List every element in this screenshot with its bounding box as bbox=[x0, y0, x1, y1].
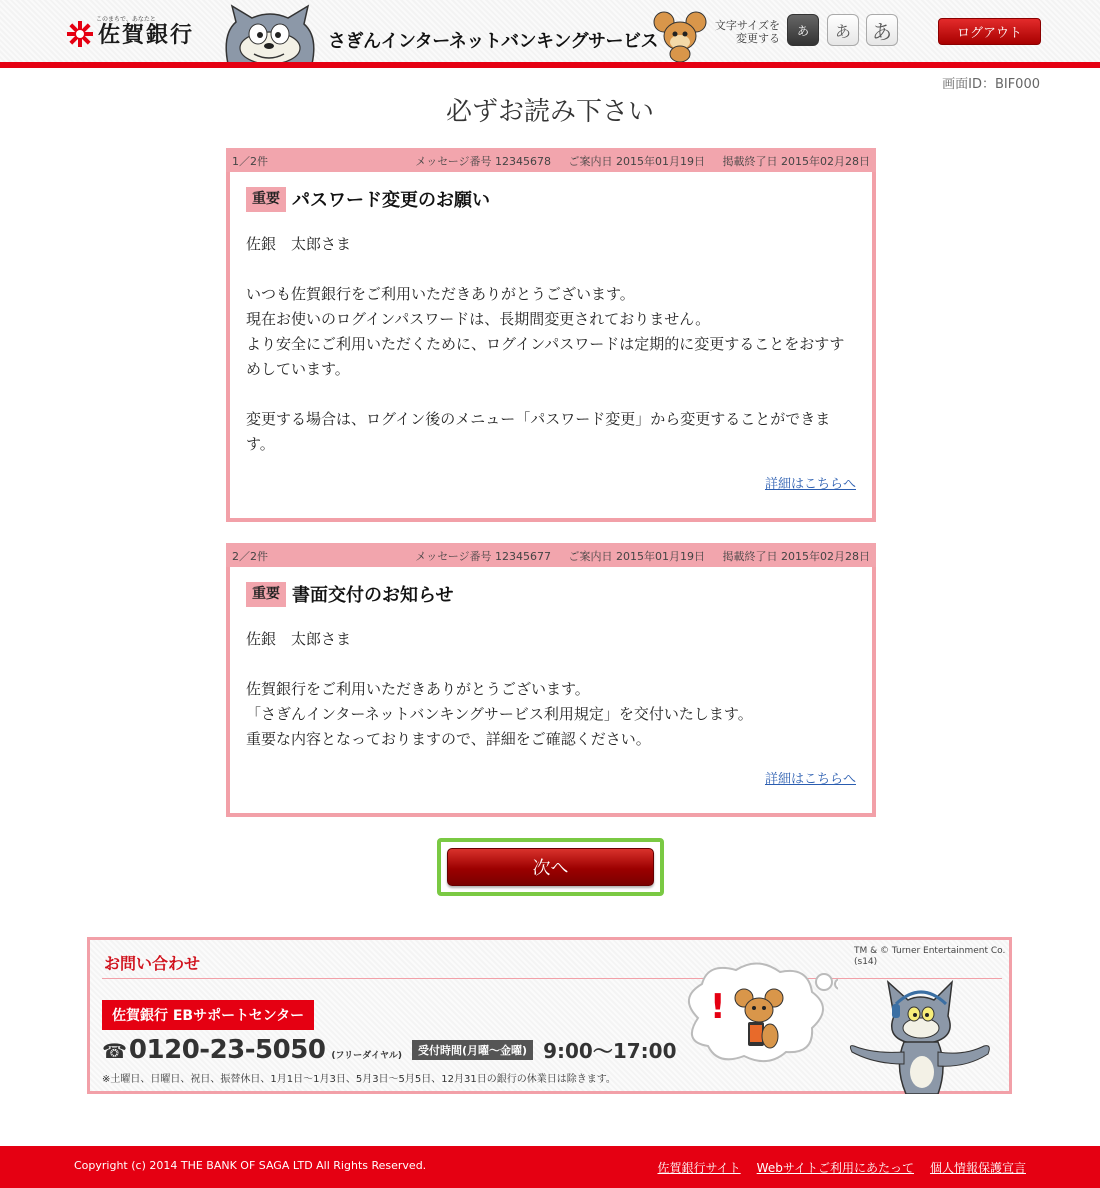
next-button[interactable]: 次へ bbox=[447, 848, 654, 886]
phone-icon: ☎ bbox=[102, 1039, 127, 1063]
notice-title: 書面交付のお知らせ bbox=[292, 585, 454, 606]
footer-link-privacy[interactable]: 個人情報保護宣言 bbox=[929, 1161, 1026, 1175]
service-title: さぎんインターネットバンキングサービス bbox=[328, 31, 658, 52]
guide-date: ご案内日 2015年01月19日 bbox=[568, 155, 706, 168]
notice-line: 変更する場合は、ログイン後のメニュー「パスワード変更」から変更することができます。 bbox=[246, 410, 831, 453]
page-title: 必ずお読み下さい bbox=[445, 97, 654, 127]
jerry-thought-bubble-icon bbox=[678, 958, 838, 1070]
notice-header bbox=[226, 148, 876, 172]
notice-line bbox=[246, 257, 856, 282]
phone-number: 0120-23-5050 bbox=[128, 1035, 326, 1065]
end-date: 掲載終了日 2015年02月28日 bbox=[722, 550, 870, 563]
contact-box bbox=[87, 937, 1012, 1094]
notice-line: 重要な内容となっておりますので、詳細をご確認ください。 bbox=[246, 730, 651, 748]
font-size-large-button[interactable]: あ bbox=[866, 14, 898, 46]
holiday-note: ※土曜日、日曜日、祝日、振替休日、1月1日～1月3日、5月3日～5月5日、12月31日の銀行の休業日は除きます。 bbox=[102, 1074, 616, 1085]
copyright: Copyright (c) 2014 THE BANK OF SAGA LTD All Rights Reserved. bbox=[74, 1159, 427, 1172]
next-button-highlight bbox=[437, 838, 664, 896]
notice-line: 佐銀 太郎さま bbox=[246, 235, 352, 253]
screen-id: 画面ID：BIF000 bbox=[942, 77, 1040, 92]
important-badge: 重要 bbox=[246, 187, 286, 212]
tom-figure-icon bbox=[834, 976, 1004, 1094]
notice-heading bbox=[246, 581, 856, 607]
notice-line: 「さぎんインターネットバンキングサービス利用規定」を交付いたします。 bbox=[246, 705, 753, 723]
notice-heading bbox=[246, 186, 856, 212]
font-size-medium-button[interactable]: あ bbox=[827, 14, 859, 46]
notice-count: 2／2件 bbox=[232, 550, 268, 563]
notice-line: 佐銀 太郎さま bbox=[246, 630, 352, 648]
notice-line: 佐賀銀行をご利用いただきありがとうございます。 bbox=[246, 680, 590, 698]
jerry-character-icon bbox=[652, 8, 708, 64]
notice-meta bbox=[401, 548, 870, 564]
guide-date: ご案内日 2015年01月19日 bbox=[568, 550, 706, 563]
notice-line bbox=[246, 382, 856, 407]
contact-title: お問い合わせ bbox=[104, 954, 201, 973]
notice-card bbox=[226, 148, 876, 522]
business-hours: 9:00～17:00 bbox=[543, 1039, 677, 1063]
phone-row bbox=[102, 1035, 677, 1065]
notice-text bbox=[246, 627, 856, 752]
font-size-label: 文字サイズを変更する bbox=[714, 19, 780, 45]
bank-name: 佐賀銀行 bbox=[98, 22, 195, 48]
notice-header bbox=[226, 543, 876, 567]
notice-line: 現在お使いのログインパスワードは、長期間変更されておりません。 bbox=[246, 310, 711, 328]
bank-logo[interactable] bbox=[66, 18, 194, 49]
notice-count: 1／2件 bbox=[232, 155, 268, 168]
free-dial-note: (フリーダイヤル) bbox=[331, 1051, 403, 1061]
notice-line: いつも佐賀銀行をご利用いただきありがとうございます。 bbox=[246, 285, 635, 303]
notice-line bbox=[246, 652, 856, 677]
header-divider bbox=[0, 62, 1100, 68]
notice-body bbox=[246, 581, 856, 752]
detail-link[interactable]: 詳細はこちらへ bbox=[764, 477, 856, 492]
hours-label: 受付時間(月曜～金曜) bbox=[412, 1040, 533, 1060]
footer-links bbox=[657, 1159, 1026, 1176]
header bbox=[0, 0, 1100, 64]
notice-card bbox=[226, 543, 876, 817]
footer-link-site-usage[interactable]: Webサイトご利用にあたって bbox=[756, 1161, 914, 1175]
detail-link[interactable]: 詳細はこちらへ bbox=[764, 772, 856, 787]
footer-link-bank-site[interactable]: 佐賀銀行サイト bbox=[657, 1161, 741, 1175]
notice-text bbox=[246, 232, 856, 457]
svg-text:!: ! bbox=[710, 987, 726, 1027]
tom-character-icon bbox=[218, 4, 324, 68]
important-badge: 重要 bbox=[246, 582, 286, 607]
support-center-label: 佐賀銀行 EBサポートセンター bbox=[102, 1000, 314, 1030]
trademark-note: TM & © Turner Entertainment Co. (s14) bbox=[854, 946, 1006, 967]
footer bbox=[0, 1146, 1100, 1188]
logout-button[interactable]: ログアウト bbox=[938, 18, 1041, 45]
message-number: メッセージ番号 12345677 bbox=[415, 550, 552, 563]
notice-meta bbox=[401, 153, 870, 169]
end-date: 掲載終了日 2015年02月28日 bbox=[722, 155, 870, 168]
bank-tagline: このまちで、あなたと bbox=[96, 16, 156, 23]
bank-logo-icon bbox=[66, 20, 94, 48]
message-number: メッセージ番号 12345678 bbox=[415, 155, 552, 168]
notice-body bbox=[246, 186, 856, 457]
notice-line: より安全にご利用いただくために、ログインパスワードは定期的に変更することをおすすめしています。 bbox=[246, 335, 845, 378]
notice-title: パスワード変更のお願い bbox=[292, 190, 490, 211]
font-size-small-button[interactable]: あ bbox=[787, 14, 819, 46]
